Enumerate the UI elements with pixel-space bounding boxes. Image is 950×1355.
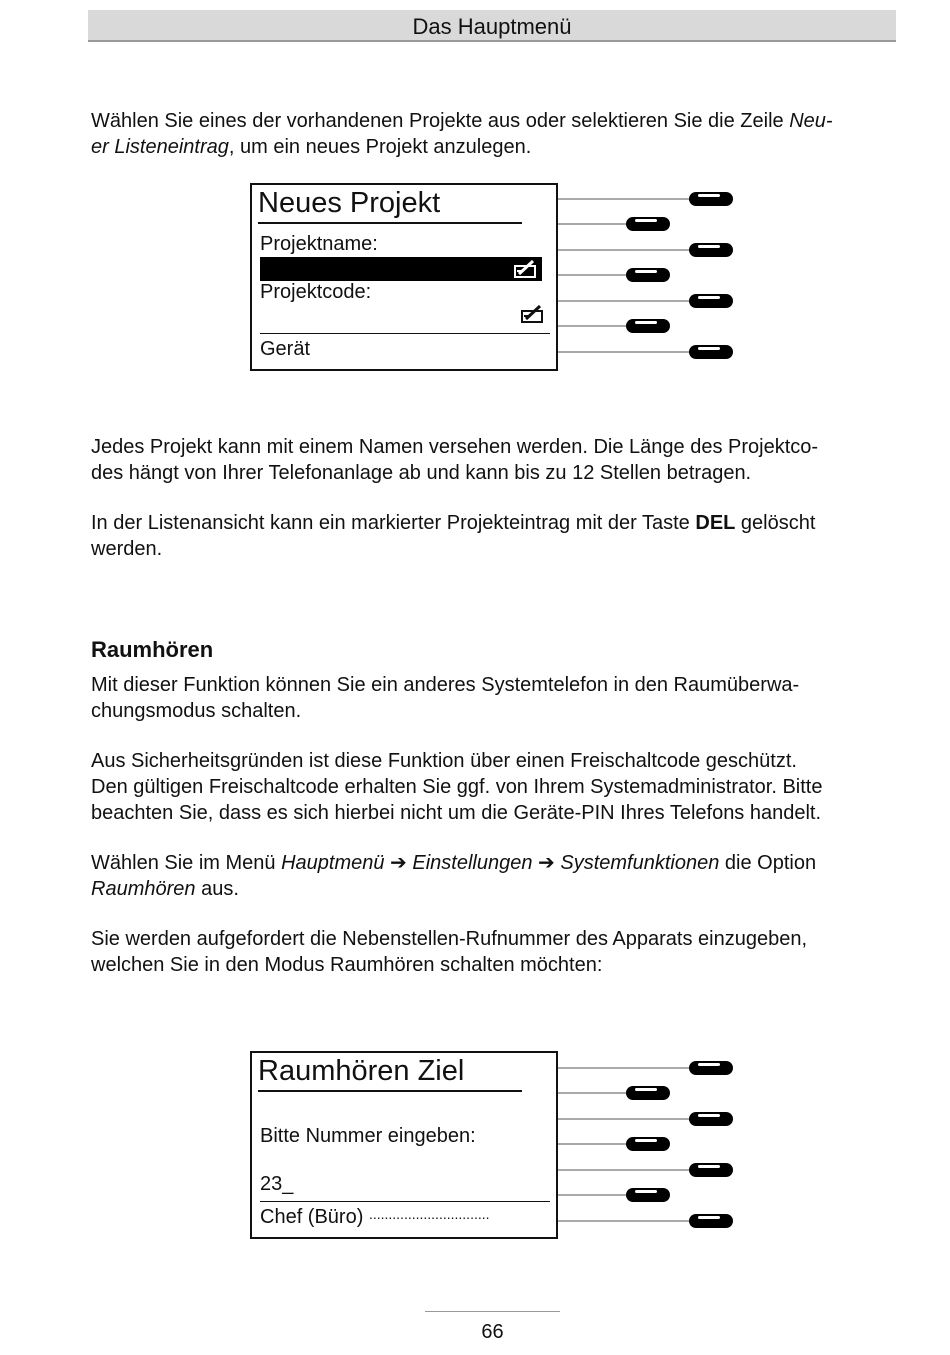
- softkey-right-1[interactable]: [689, 1061, 733, 1075]
- dot-leader: ...............................: [368, 1206, 490, 1222]
- number-input[interactable]: 23_: [260, 1173, 294, 1195]
- page-number: 66: [481, 1321, 504, 1343]
- project-name-label: Projektname:: [260, 233, 378, 255]
- header-title: Das Hauptmenü: [412, 14, 572, 39]
- section-heading: Raumhören: [91, 637, 214, 662]
- para-line: Sie werden aufgefordert die Nebenstellen-Rufnummer des Apparats einzugeben,: [91, 928, 807, 950]
- section-paragraph-1: [91, 672, 891, 724]
- softkey-left-2[interactable]: [626, 1137, 670, 1151]
- para-text: gelöscht: [735, 512, 816, 534]
- device-item[interactable]: Gerät: [260, 338, 311, 360]
- para-line: des hängt von Ihrer Telefonanlage ab und kann bis zu 12 Stellen betragen.: [91, 462, 752, 484]
- para-text: die Option: [719, 852, 817, 874]
- softkey-right-2[interactable]: [689, 243, 733, 257]
- intro-italic-2: er Listeneintrag: [91, 136, 229, 158]
- para-line: beachten Sie, dass es sich hierbei nicht um die Geräte-PIN Ihres Telefons handelt.: [91, 802, 822, 824]
- softkey-left-2[interactable]: [626, 268, 670, 282]
- contact-item[interactable]: [260, 1206, 490, 1229]
- arrow-icon: ➔: [538, 852, 555, 874]
- softkey-left-3[interactable]: [626, 1188, 670, 1202]
- para-text: Wählen Sie im Menü: [91, 852, 282, 874]
- section-paragraph-2: [91, 748, 891, 826]
- softkey-right-4[interactable]: [689, 1214, 733, 1228]
- intro-italic-1: Neu-: [789, 110, 833, 132]
- arrow-icon: ➔: [390, 852, 407, 874]
- softkey-right-4[interactable]: [689, 345, 733, 359]
- softkey-right-2[interactable]: [689, 1112, 733, 1126]
- para-text: aus.: [195, 878, 239, 900]
- para-line: Aus Sicherheitsgründen ist diese Funktion über einen Freischaltcode geschützt.: [91, 750, 797, 772]
- number-prompt: Bitte Nummer eingeben:: [260, 1125, 476, 1147]
- para-line: welchen Sie in den Modus Raumhören schalten möchten:: [91, 954, 603, 976]
- softkey-left-3[interactable]: [626, 319, 670, 333]
- delete-paragraph: [91, 510, 891, 562]
- screen-title: Neues Projekt: [258, 187, 522, 224]
- screen-title: Raumhören Ziel: [258, 1055, 522, 1092]
- option-name: Raumhören: [91, 878, 196, 900]
- softkey-right-3[interactable]: [689, 294, 733, 308]
- section-paragraph-4: [91, 926, 891, 978]
- intro-text-end: , um ein neues Projekt anzulegen.: [228, 136, 532, 158]
- para-line: Den gültigen Freischaltcode erhalten Sie ggf. von Ihrem Systemadministrator. Bitte: [91, 776, 823, 798]
- para-text: In der Listenansicht kann ein markierter Projekteintrag mit der Taste: [91, 512, 696, 534]
- para-line: chungsmodus schalten.: [91, 700, 302, 722]
- footer-divider: [425, 1311, 560, 1312]
- del-key-label: DEL: [695, 512, 736, 534]
- softkey-left-1[interactable]: [626, 217, 670, 231]
- project-name-paragraph: [91, 434, 891, 486]
- contact-name: Chef (Büro): [260, 1206, 364, 1228]
- intro-text: Wählen Sie eines der vorhandenen Projekte aus oder selektieren Sie die Zeile: [91, 110, 790, 132]
- para-line: Jedes Projekt kann mit einem Namen versehen werden. Die Länge des Projektco-: [91, 436, 819, 458]
- menu-path-2: Einstellungen: [412, 852, 533, 874]
- menu-path-1: Hauptmenü: [281, 852, 385, 874]
- softkey-right-3[interactable]: [689, 1163, 733, 1177]
- screen-divider: [260, 1201, 550, 1202]
- para-line: Mit dieser Funktion können Sie ein anderes Systemtelefon in den Raumüberwa-: [91, 674, 800, 696]
- softkey-left-1[interactable]: [626, 1086, 670, 1100]
- softkey-right-1[interactable]: [689, 192, 733, 206]
- project-code-label: Projektcode:: [260, 281, 372, 303]
- menu-path-3: Systemfunktionen: [560, 852, 720, 874]
- display-screen-room-listen: [250, 1051, 558, 1239]
- para-text: werden.: [91, 538, 163, 560]
- section-paragraph-3: [91, 850, 891, 902]
